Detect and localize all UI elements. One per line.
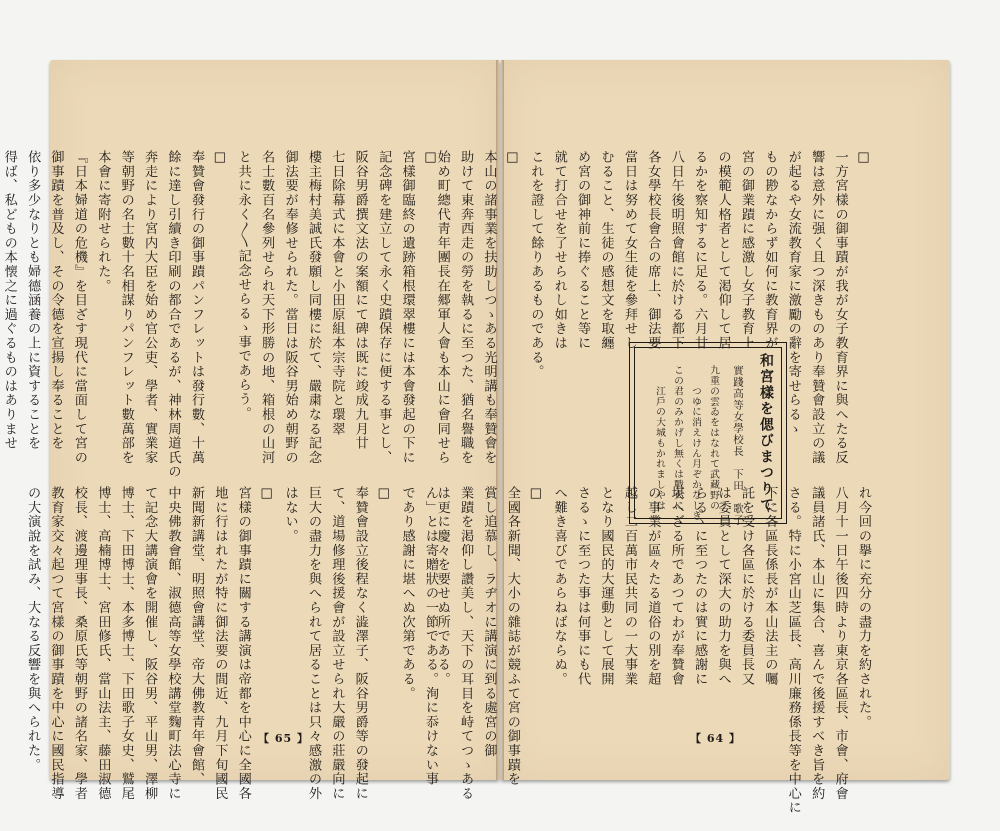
poem-box <box>629 342 787 524</box>
right-page-lower-text: れ今回の擧に充分の盡力を約された。 八月十一日午後四時より東京各區長、市會、府會 議員諸氏、本山に集合、喜んで後援すべき旨を約 さる。特に小宮山芝區長、高川廉務係長等を中心に 下に各區長係長が本山法主の囑 託を受け各區に於ける委員長又 は委員として深大の助力を與へ らるゝに至つたのは實に感謝に 堪へざる所であつてわが奉贊會 の事業が區々たる道俗の別を超 越し二百萬市民共同の一大事業 となり國民的大運動として展開 さるゝに至つた事は何事にも代 へ難き喜びであらねばならぬ。 □ 全國各新聞、大小の雜誌が競ふて宮の御事蹟を 賞し追慕し、ラヂオに講演に到る處宮の御 業蹟を渇仰し讚美し、天下の耳目を峙てつゝある は更に慶々を要せぬ所である。 <box>434 486 871 815</box>
left-page-upper-text: □ 宮樣御臨終の遺跡箱根環翠樓には本會發起の下に 記念碑を建立して永く史蹟保存に便する事とし、 阪谷男爵撰文法の案額にて碑は既に竣成九月廿 七日除幕式に本會と小田原組本宗寺院と環翠 樓主梅村美誠氏發願し同樓に於て、嚴粛なる記念 御法要が奉修せられた。當日は阪谷男始め朝野の 名士數百名參列せられ天下形勝の地、箱根の山河 と共に永く〳〵記念せらるゝ事であらう。 □ 奉贊會發行の御事蹟パンフレットは發行數、十萬 餘に達し引續き印刷の都合であるが、神林周道氏の 奔走により宮内大臣を始め官公吏、學者、實業家 等朝野の名士數十名相謀りパンフレット數萬部を 本會に寄附せられた。 『日本婦道の危機』を目ざす現代に當面して宮の 御事蹟を普及し、その令德を宣揚し奉ることを 依り多少なりとも婦德涵養の上に資することを 得ば、私どもの本懐之に過ぐるものはありませ <box>1 150 438 479</box>
poem-author: 實踐高等女學校長 下田 歌子 <box>732 365 744 526</box>
poem-title: 和宮樣を偲びまつりて <box>758 353 774 513</box>
right-page-upper-text: □ 一方宮樣の御事蹟が我が女子教育界に與へたる反 響は意外に强く且つ深きものあり奉贊會設立の議 が起るや女流教育家に激勵の辭を寄せらるゝ もの尠なからず如何に教育界が 宮の御業蹟に感激し女子教育上 の模範人格者として渇仰して居 るかを察知するに足る。六月廿 八日午後明照會館に於ける都下 各女學校長會合の席上、御法要 當日は努めて女生徒を參拜せし むること、生徒の感想文を取纏 め宮の御神前に捧ぐること等に 就て打合せを了せられし如きは これを證して餘りあるものである。 □ 本山の諸事業を扶助しつゝある光明講も奉贊會を 助けて東奔西走の勞を執るに至つた、猶名譽職を 始め町總代靑年團長在郷軍人會も本山に會同せら <box>434 150 871 465</box>
page-number-left: 【 65 】 <box>258 732 309 745</box>
poem-verses: 九重の雲ゐをはなれて武藏野の つゆに消えけん月ぞかなしき この君のみかげし無くは戰火に 江戶の大城もかれましやは <box>654 365 719 521</box>
left-page-lower-text: ん」とは寄贈狀の一節である。洵に忝けない事 であり感謝に堪へぬ次第である。 □ 奉贊會設立後程なく澁澤子、阪谷男爵等の發起に て、道場修理後援會が設立せられ大嚴の莊嚴向に 巨大の盡力を與へられて居ることは只々感激の外 はない。 □ 宮樣の御事蹟に關する講演は帝都を中心に全國各 地に行はれたが特に御法要の間近、九月下旬國民 新聞新講堂、明照會講堂、帝大佛教青年會館、 中央佛教會館、淑德高等女學校講堂麴町法心寺に て記念大講演會を開催し、阪谷男、平山男、澤柳 博士、下田博士、本多博士、下田歌子女史、鷲尾 博士、高楠博士、宮田修氏、當山法主、藤田淑德 校長、渡邊理事長、桑原氏等朝野の諸名家、學者 教育家交々起つて宮樣の御事蹟を中心に國民指導 の大演說を試み、大なる反響を與へられた。 <box>25 486 438 801</box>
page-number-right: 【 64 】 <box>690 732 741 745</box>
